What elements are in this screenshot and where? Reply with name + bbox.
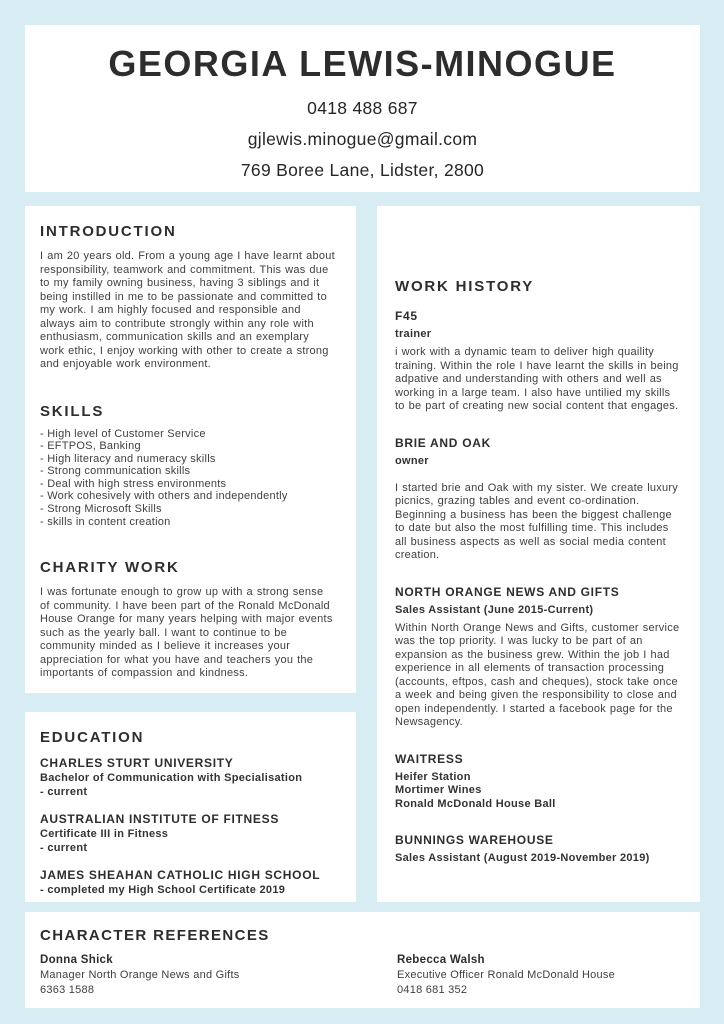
work-history-panel [377, 206, 700, 902]
job-role: Sales Assistant (June 2015-Current) [395, 603, 594, 616]
job-employer: WAITRESS [395, 751, 464, 766]
education-school: CHARLES STURT UNIVERSITY [40, 756, 234, 770]
education-panel [25, 712, 356, 902]
job-role: Sales Assistant (August 2019-November 2019) [395, 852, 650, 864]
education-qualification: Certificate III in Fitness [40, 828, 169, 840]
skills-heading: SKILLS [40, 402, 105, 420]
skill-item: - High literacy and numeracy skills [40, 452, 216, 465]
education-entry [40, 868, 341, 897]
job-employer: F45 [395, 309, 418, 323]
job-role: owner [395, 454, 429, 467]
job-entry [395, 309, 682, 414]
job-description: I started brie and Oak with my sister. We create luxury picnics, grazing tables and event co-ordination. Beginning a business has been the biggest challenge to date but also the most fulfilling time. This includes all business aspects as well as social media content creation. [395, 481, 679, 561]
reference-name: Rebecca Walsh [397, 954, 485, 966]
education-entry [40, 812, 341, 855]
job-venue: Ronald McDonald House Ball [395, 797, 556, 810]
phone-number: 0418 488 687 [307, 98, 418, 118]
job-entry [395, 585, 682, 730]
job-entry [395, 436, 682, 563]
references-panel [25, 912, 700, 1008]
reference-phone: 0418 681 352 [397, 983, 468, 996]
reference-title: Executive Officer Ronald McDonald House [397, 969, 616, 981]
references-row [40, 953, 685, 997]
charity-work-heading: CHARITY WORK [40, 559, 180, 577]
reference-entry [397, 953, 685, 997]
header-panel [25, 25, 700, 192]
left-panel [25, 206, 356, 693]
charity-work-body: I was fortunate enough to grow up with a strong sense of community. I have been part of the Ronald McDonald House Orange for many years helping with major events such as the yearly ball. I want to continue to be community minded as I believe it increases your appreciation for what you have and teachers you the importants of compassion and kindness. [40, 586, 333, 680]
skill-item: - EFTPOS, Banking [40, 440, 141, 453]
education-entry [40, 756, 341, 799]
skill-item: - Strong Microsoft Skills [40, 503, 162, 516]
job-venue: Heifer Station [395, 770, 471, 783]
work-history-heading: WORK HISTORY [395, 278, 535, 295]
introduction-heading: INTRODUCTION [40, 223, 177, 240]
references-heading: CHARACTER REFERENCES [40, 927, 270, 944]
skill-item: - Strong communication skills [40, 465, 191, 478]
job-description: i work with a dynamic team to deliver high quaility training. Within the role I have learnt the skills in being adpative and understanding with others and well as working in a large team. I also have untilied my skills to be part of creating new social content that engages. [395, 346, 679, 412]
job-venue: Mortimer Wines [395, 784, 482, 796]
education-school: JAMES SHEAHAN CATHOLIC HIGH SCHOOL [40, 868, 321, 882]
skill-item: - Deal with high stress environments [40, 477, 227, 490]
job-employer: BRIE AND OAK [395, 435, 491, 450]
street-address: 769 Boree Lane, Lidster, 2800 [240, 160, 485, 180]
introduction-body: I am 20 years old. From a young age I have learnt about responsibility, teamwork and commitment. This was due to my family owning business, having 3 siblings and it being instilled in me to be passionate and committed to my work. I am highly focused and responsible and always aim to contribute strongly within any role with enthusiasm, communication skills and an exemplary work ethic, I enjoy working with other to create a strong and enjoyable work environment. [40, 250, 335, 370]
job-description: Within North Orange News and Gifts, customer service was the top priority. I was lucky to be part of an expansion as the business grew. Within the job I had experience in all elements of transaction processing (accounts, eftpos, cash and cheques), stock take once a week and being given the responsibility to close and open independently. I started a facebook page for the Newsagency. [395, 621, 680, 728]
education-school: AUSTRALIAN INSTITUTE OF FITNESS [40, 812, 280, 826]
skill-item: - High level of Customer Service [40, 427, 206, 440]
job-employer: BUNNINGS WAREHOUSE [395, 833, 554, 847]
reference-title: Manager North Orange News and Gifts [40, 969, 240, 981]
person-name: GEORGIA LEWIS-MINOGUE [108, 43, 617, 84]
charity-work-section [40, 559, 336, 681]
email-address: gjlewis.minogue@gmail.com [247, 129, 478, 149]
reference-entry [40, 953, 397, 997]
job-role: trainer [395, 328, 432, 340]
introduction-section [40, 223, 336, 372]
education-status: - completed my High School Certificate 2019 [40, 884, 286, 896]
job-employer: NORTH ORANGE NEWS AND GIFTS [395, 584, 620, 599]
education-qualification: Bachelor of Communication with Specialisation [40, 772, 303, 784]
education-status: - current [40, 842, 88, 854]
skills-section [40, 403, 336, 529]
skills-list [40, 428, 336, 529]
education-heading: EDUCATION [40, 729, 145, 746]
education-status: - current [40, 786, 88, 798]
job-entry [395, 752, 682, 812]
reference-phone: 6363 1588 [40, 983, 95, 996]
skill-item: - Work cohesively with others and independently [40, 490, 288, 503]
reference-name: Donna Shick [40, 954, 113, 966]
skill-item: - skills in content creation [40, 515, 171, 528]
job-entry [395, 833, 682, 865]
